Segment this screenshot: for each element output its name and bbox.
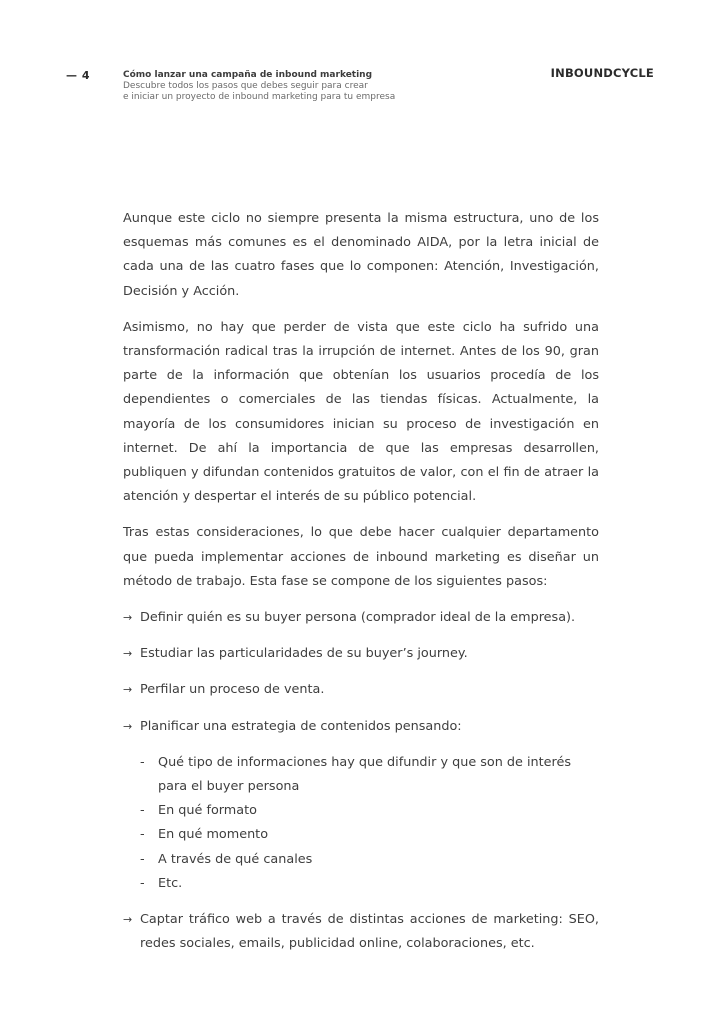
page-number: — 4 (66, 69, 90, 82)
sub-step-item: - En qué momento (140, 823, 599, 847)
document-subtitle-line-1: Descubre todos los pasos que debes seguir para crear (123, 81, 368, 91)
document-subtitle-line-2: e iniciar un proyecto de inbound marketing para tu empresa (123, 92, 396, 102)
sub-step-item: - A través de qué canales (140, 848, 599, 872)
inboundcycle-logo: INBOUNDCYCLE (550, 66, 654, 80)
paragraph-aida: Aunque este ciclo no siempre presenta la misma estructura, uno de los esquemas más comunes es el denominado AIDA, por la letra inicial de cada una de las cuatro fases que lo componen: Atención, Investigación, Decisión y Acción. (123, 211, 599, 299)
sub-step-item: - En qué formato (140, 799, 599, 823)
sub-step-item: - Qué tipo de informaciones hay que difundir y que son de interés para el buyer persona (140, 751, 599, 799)
step-item: → Estudiar las particularidades de su buyer’s journey. (123, 642, 599, 666)
document-title: Cómo lanzar una campaña de inbound marketing (123, 70, 373, 80)
paragraph-internet: Asimismo, no hay que perder de vista que este ciclo ha sufrido una transformación radical tras la irrupción de internet. Antes de los 90, gran parte de la información que obtenían los usuarios procedía de los dependientes o comerciales de las tiendas físicas. Actualmente, la mayoría de los consumidores inician su proceso de investigación en internet. De ahí la importancia de que las empresas desarrollen, publiquen y difundan contenidos gratuitos de valor, con el fin de atraer la atención y despertar el interés de su público potencial. (123, 319, 599, 505)
step-item: → Definir quién es su buyer persona (comprador ideal de la empresa). (123, 606, 599, 630)
sub-step-item: - Etc. (140, 872, 599, 896)
main-content (123, 207, 599, 968)
document-header (123, 70, 395, 103)
step-item: → Perfilar un proceso de venta. (123, 678, 599, 702)
step-item: → Captar tráfico web a través de distintas acciones de marketing: SEO, redes sociales, emails, publicidad online, colaboraciones, etc. (123, 908, 599, 956)
steps-list (123, 606, 599, 956)
sub-steps-list (140, 751, 599, 896)
step-item: → Planificar una estrategia de contenidos pensando: - Qué tipo de informaciones hay que difundir y que son de interés para el buyer persona - En qué formato - En qué momento - A través de qué canales - Etc. (123, 715, 599, 896)
paragraph-method: Tras estas consideraciones, lo que debe hacer cualquier departamento que pueda implementar acciones de inbound marketing es diseñar un método de trabajo. Esta fase se compone de los siguientes pasos: (123, 525, 599, 589)
